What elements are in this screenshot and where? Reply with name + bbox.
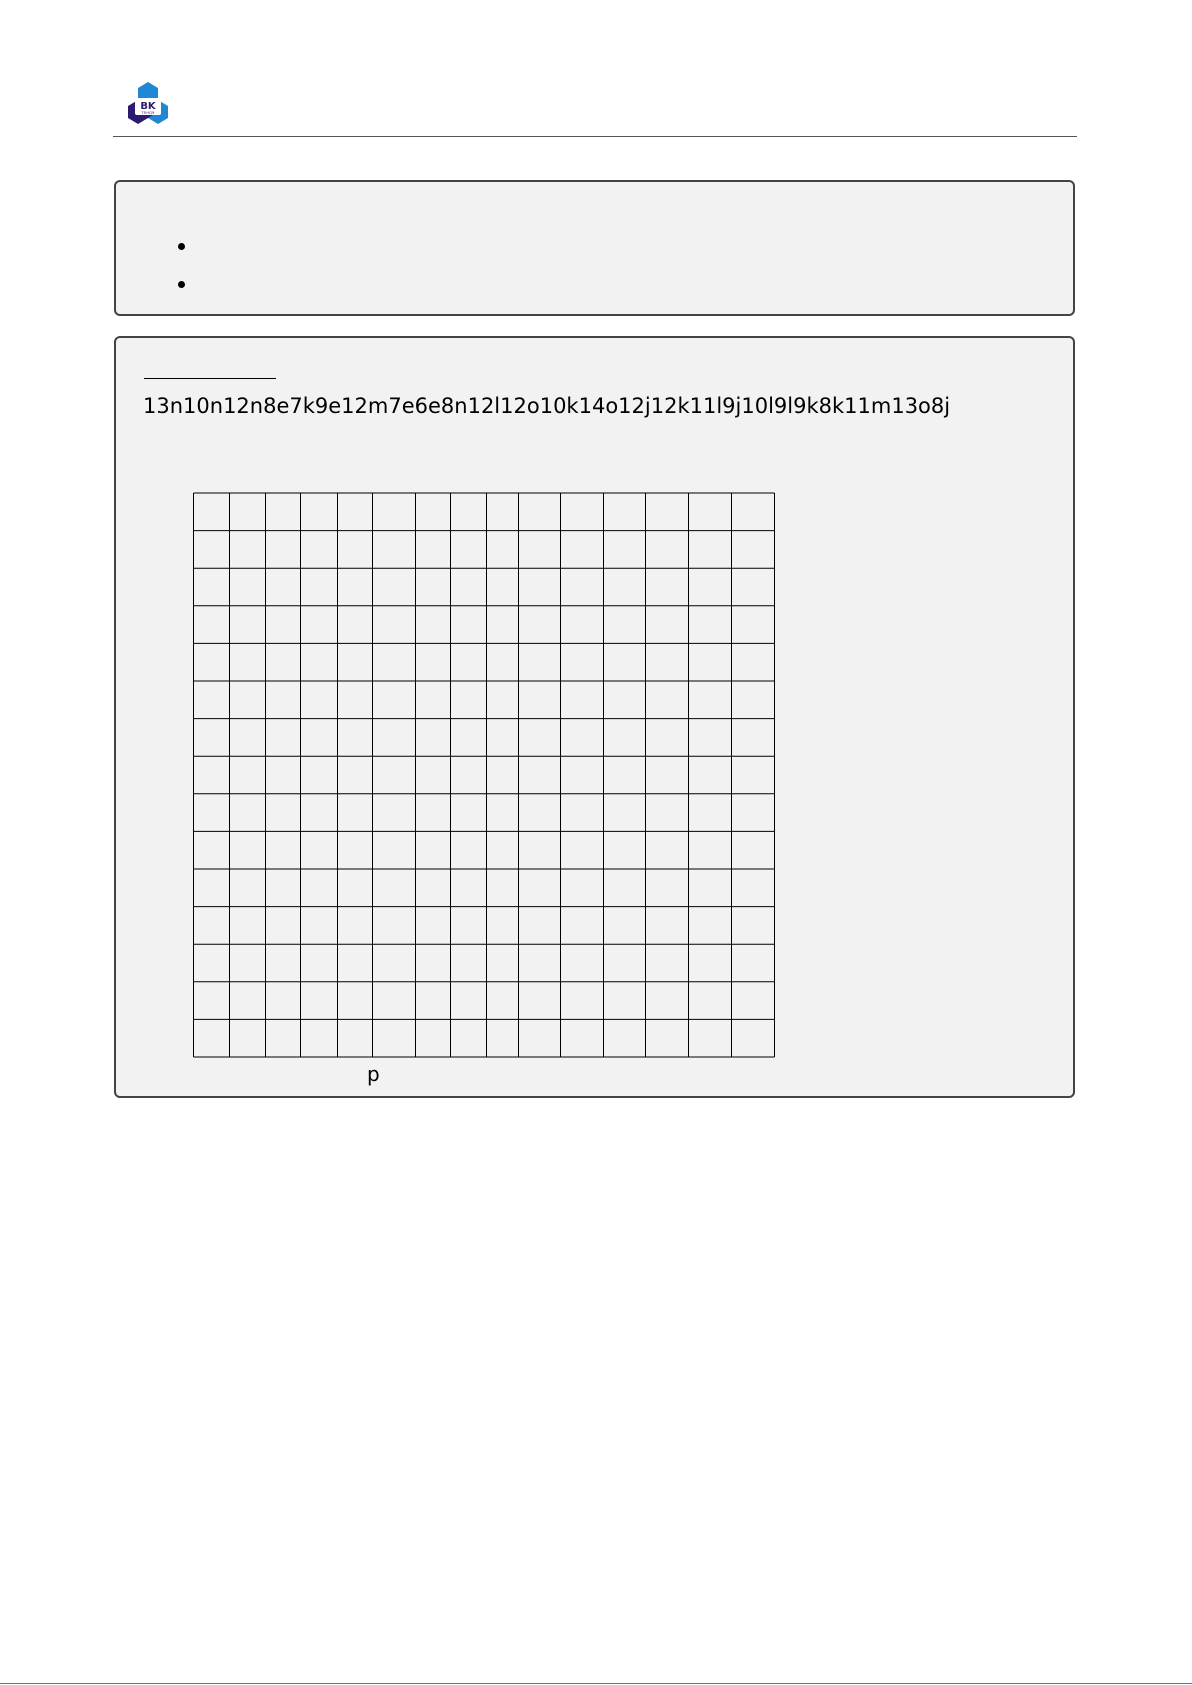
header-divider [113,136,1077,137]
heading-underline [144,378,276,379]
bullet-icon [178,243,185,250]
logo-text: BK [140,101,156,112]
grid-caption: p [367,1062,380,1086]
exercise-box [114,336,1075,1098]
footer-divider [0,1683,1192,1684]
university-logo [124,82,172,130]
logo-subtext: TP.HCM [141,111,155,115]
logo-icon [124,82,172,130]
encoded-sequence: 13n10n12n8e7k9e12m7e6e8n12l12o10k14o12j12k11l9j10l9l9k8k11m13o8j [143,394,951,418]
info-box [114,180,1075,316]
bullet-icon [178,281,185,288]
drawing-grid [192,492,776,1058]
